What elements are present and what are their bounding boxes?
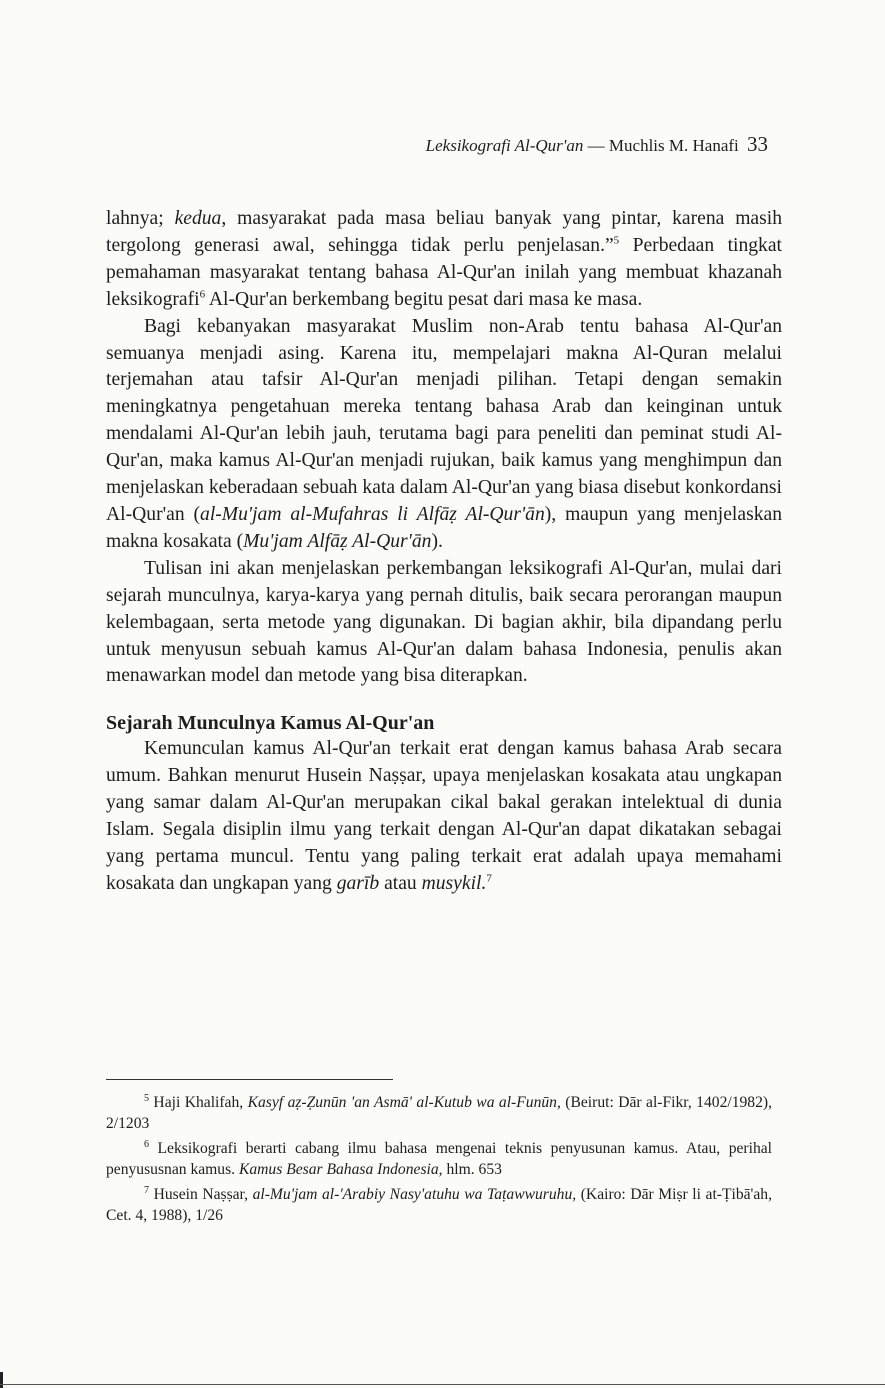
footnote-ref-6: 6 (199, 288, 206, 301)
running-header (360, 132, 768, 158)
header-author: Muchlis M. Hanafi (608, 136, 739, 155)
paragraph-2-italic: al-Mu'jam al-Mufahras li Alfāẓ Al-Qur'ān (200, 503, 545, 525)
paragraph-1-text: , masyarakat pada masa beliau banyak yang pintar, karena masih tergolong generasi awal, sehingga tidak perlu penjelasan.” (106, 208, 782, 256)
footnote-number: 5 (144, 1092, 149, 1104)
paragraph-1-text: lahnya; (106, 208, 175, 229)
footnote-text: Leksikografi berarti cabang ilmu bahasa mengenai teknis penyusunan kamus. Atau, perihal penyususnan kamus. (106, 1140, 772, 1178)
paragraph-2-text: ). (431, 530, 443, 552)
footnote-5 (106, 1093, 772, 1134)
paragraph-4-text: Kemunculan kamus Al-Qur'an terkait erat dengan kamus bahasa Arab secara umum. Bahkan menurut Husein Naṣṣar, upaya menjelaskan kosakata atau ungkapan yang samar dalam Al-Qur'an merupakan cikal bakal gerakan intelektual di dunia Islam. Segala disiplin ilmu yang terkait dengan Al-Qur'an dapat dikatakan sebagai yang pertama muncul. Tentu yang paling terkait erat adalah upaya memahami kosakata dan ungkapan yang (106, 738, 782, 894)
paragraph-2-italic: Mu'jam Alfāẓ Al-Qur'ān (243, 530, 432, 552)
paragraph-1-text: Al-Qur'an berkembang begitu pesat dari masa ke masa. (205, 288, 643, 310)
paragraph-4-italic: musykil. (421, 872, 487, 894)
body-text (106, 206, 782, 898)
footnote-6 (106, 1139, 772, 1180)
footnote-text: hlm. 653 (442, 1160, 502, 1178)
paragraph-1-text: Perbedaan tingkat pemahaman masyarakat tentang bahasa Al-Qur'an inilah yang membuat khazanah leksikografi (106, 234, 782, 310)
section-heading: Sejarah Munculnya Kamus Al-Qur'an (106, 712, 435, 735)
footnote-number: 6 (144, 1139, 149, 1150)
footnote-ref-5: 5 (613, 234, 620, 247)
page-number: 33 (747, 132, 768, 156)
paragraph-2-text: Bagi kebanyakan masyarakat Muslim non-Arab tentu bahasa Al-Qur'an semuanya menjadi asing. Karena itu, mempelajari makna Al-Quran melalui terjemahan atau tafsir Al-Qur'an menjadi pilihan. Tetapi dengan semakin meningkatnya pengetahuan mereka tentang bahasa Arab dan keinginan untuk mendalami Al-Qur'an lebih jauh, terutama bagi para peneliti dan peminat studi Al-Qur'an, maka kamus Al-Qur'an menjadi rujukan, baik kamus yang menghimpun dan menjelaskan keberadaan sebuah kata dalam Al-Qur'an yang biasa disebut konkordansi Al-Qur'an ( (106, 315, 782, 525)
paragraph-3: Tulisan ini akan menjelaskan perkembangan leksikografi Al-Qur'an, mulai dari sejarah munculnya, karya-karya yang pernah ditulis, baik secara perorangan maupun kelembagaan, serta metode yang digunakan. Di bagian akhir, bila dipandang perlu untuk menyusun sebuah kamus Al-Qur'an dalam bahasa Indonesia, penulis akan menawarkan model dan metode yang bisa diterapkan. (106, 557, 782, 687)
paragraph-2-text: ), maupun yang menjelaskan makna kosakata ( (106, 503, 782, 552)
footnote-number: 7 (144, 1185, 149, 1197)
paragraph-4-text: atau (379, 872, 422, 894)
paragraph-1 (106, 206, 782, 314)
footnote-7 (106, 1185, 772, 1226)
footnote-divider (106, 1079, 393, 1080)
paragraph-1-italic: kedua (174, 208, 222, 229)
running-title: Leksikografi Al-Qur'an (425, 136, 584, 155)
footnote-text: (Kairo: Dār Miṣr li at-Ṭibā'ah, Cet. 4, 1988), 1/26 (106, 1186, 772, 1224)
footnote-italic: al-Mu'jam al-'Arabiy Nasy'atuhu wa Taṭawwuruhu, (252, 1186, 577, 1204)
scan-edge-mark (0, 1372, 3, 1388)
footnotes (106, 1093, 772, 1232)
footnote-italic: Kasyf aẓ-Ẓunūn 'an Asmā' al-Kutub wa al-Funūn, (247, 1094, 561, 1111)
footnote-text: Haji Khalifah, (149, 1094, 248, 1111)
header-separator: — (583, 136, 609, 155)
paragraph-4 (106, 736, 782, 897)
paragraph-4-italic: garīb (336, 872, 380, 894)
footnote-text: (Beirut: Dār al-Fikr, 1402/1982), 2/1203 (106, 1094, 772, 1132)
footnote-text: Husein Naṣṣar, (149, 1186, 253, 1204)
scan-edge-line (0, 1384, 885, 1385)
footnote-italic: Kamus Besar Bahasa Indonesia, (238, 1160, 443, 1178)
paragraph-2 (106, 314, 782, 556)
footnote-ref-7: 7 (486, 872, 492, 885)
